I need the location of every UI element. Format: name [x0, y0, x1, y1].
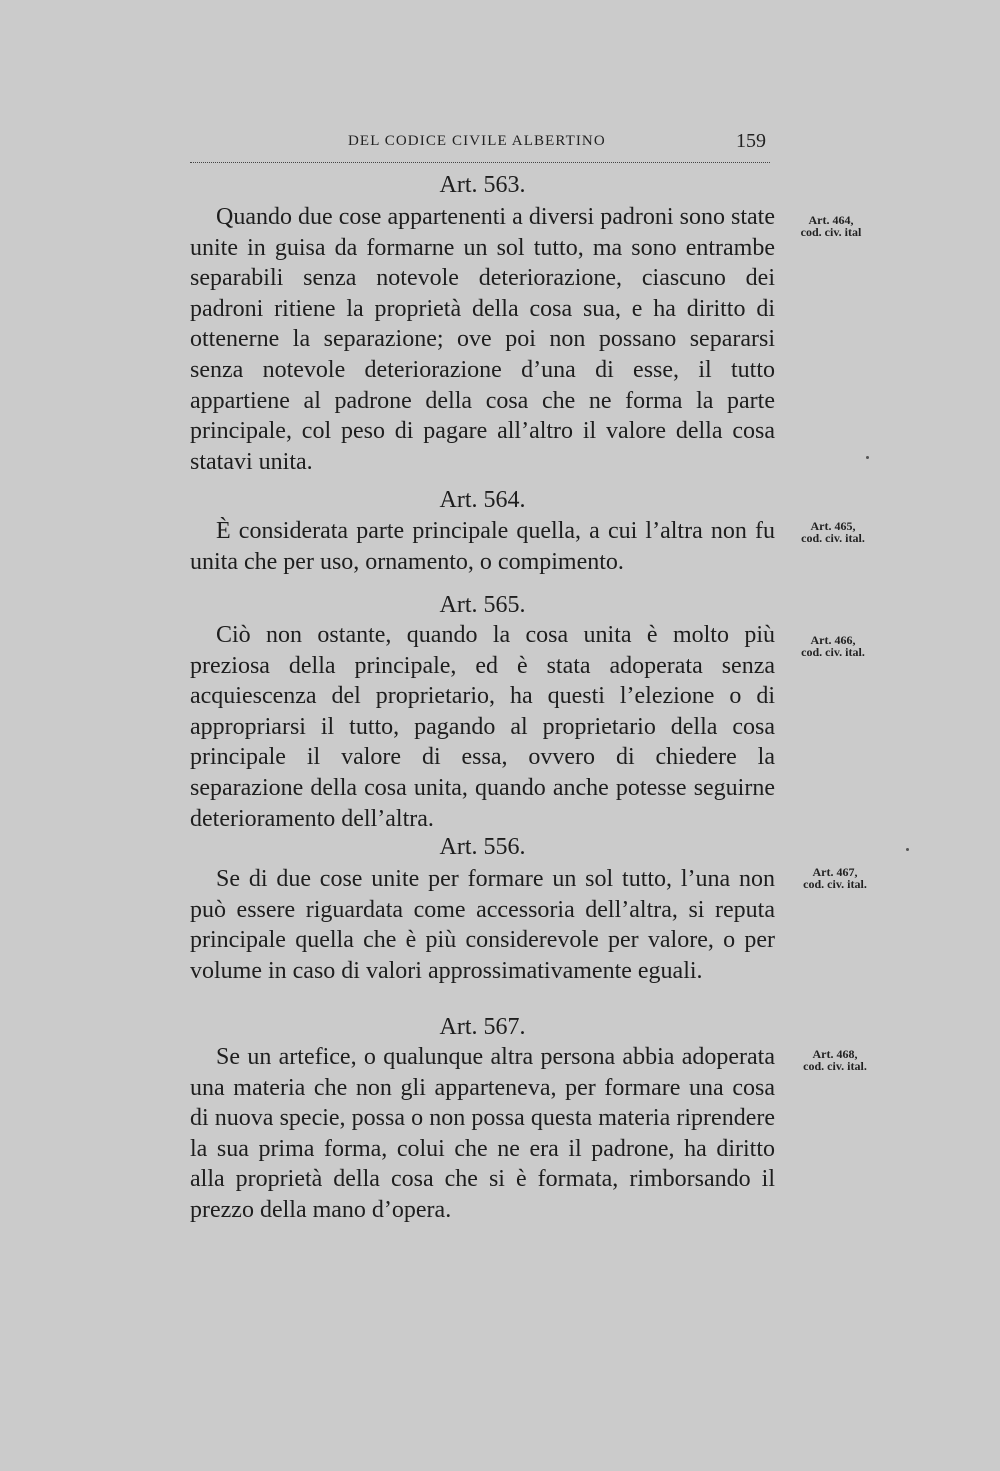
article-paragraph: Se un artefice, o qualunque altra persona abbia adoperata una materia che non gli apparteneva, per formare una cosa di nuova specie, possa o non possa questa materia riprendere la sua prima forma, colui che ne era il padrone, ha diritto alla proprietà della cosa che si è formata, rimborsando il prezzo della mano d’opera.: [190, 1044, 775, 1223]
print-speck: [866, 456, 869, 459]
margin-note-article: Art. 468,: [812, 1047, 858, 1061]
margin-note-article: Art. 467,: [812, 865, 858, 879]
page-number: 159: [736, 130, 766, 152]
margin-note: [776, 214, 886, 238]
margin-note: [780, 1048, 890, 1072]
margin-note-article: Art. 466,: [810, 633, 856, 647]
article-text: [190, 202, 775, 477]
margin-note-article: Art. 464,: [808, 213, 854, 227]
article-paragraph: Se di due cose unite per formare un sol tutto, l’una non può essere riguardata come accessoria dell’altra, si reputa principale quella che è più considerevole per valore, o per volume in caso di valori approssimativamente eguali.: [190, 866, 775, 984]
article-paragraph: È considerata parte principale quella, a cui l’altra non fu unita che per uso, ornamento, o compimento.: [190, 518, 775, 575]
article-text: [190, 516, 775, 577]
article-heading: Art. 565.: [439, 592, 526, 618]
running-header: [190, 130, 770, 163]
margin-note: [778, 520, 888, 544]
article-heading: Art. 564.: [439, 487, 526, 513]
margin-note-code: cod. civ. ital.: [803, 1059, 867, 1073]
article-text: [190, 620, 775, 834]
article-text: [190, 864, 775, 986]
article-paragraph: Ciò non ostante, quando la cosa unita è molto più preziosa della principale, ed è stata adoperata senza acquiescenza del proprietario, ha questi l’elezione o di appropriarsi il tutto, pagando al proprietario della cosa principale il valore di essa, ovvero di chiedere la separazione della cosa unita, quando anche potesse seguirne deterioramento dell’altra.: [190, 622, 775, 832]
margin-note-code: cod. civ. ital.: [801, 645, 865, 659]
margin-note: [778, 634, 888, 658]
margin-note-code: cod. civ. ital.: [801, 531, 865, 545]
article-heading: Art. 563.: [439, 172, 526, 198]
article-paragraph: Quando due cose appartenenti a diversi padroni sono state unite in guisa da formarne un sol tutto, ma sono entrambe separabili senza notevole deteriorazione, ciascuno dei padroni ritiene la proprietà della cosa sua, e ha diritto di ottenerne la separazione; ove poi non possano separarsi senza notevole deteriorazione d’una di esse, il tutto appartiene al padrone della cosa che ne forma la parte principale, col peso di pagare all’altro il valore della cosa statavi unita.: [190, 204, 775, 475]
running-header-title: DEL CODICE CIVILE ALBERTINO: [348, 133, 606, 149]
article-heading: Art. 567.: [439, 1014, 526, 1040]
article-heading: Art. 556.: [439, 834, 526, 860]
margin-note-code: cod. civ. ital.: [803, 877, 867, 891]
article-text: [190, 1042, 775, 1226]
margin-note-code: cod. civ. ital: [800, 225, 862, 239]
margin-note-article: Art. 465,: [810, 519, 856, 533]
print-speck: [906, 848, 909, 851]
margin-note: [780, 866, 890, 890]
